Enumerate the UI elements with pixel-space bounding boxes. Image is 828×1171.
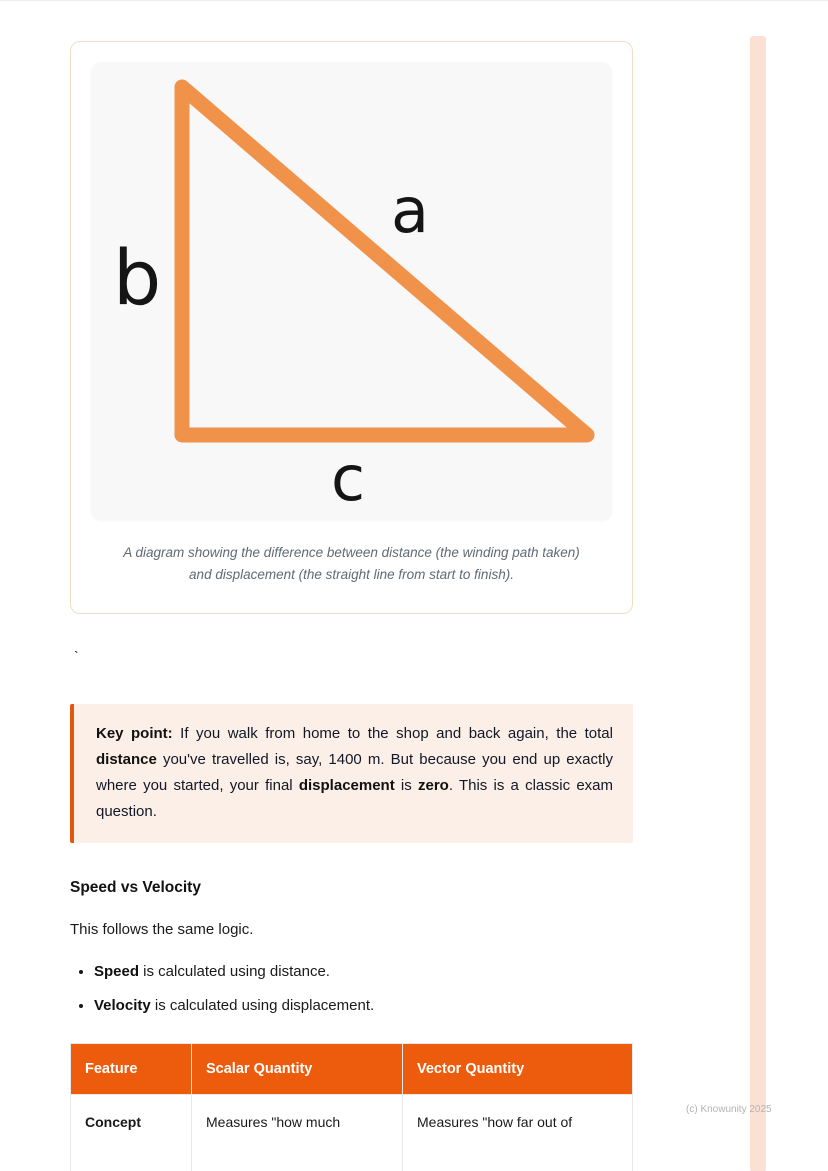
- key-point-label: Key point:: [96, 724, 173, 742]
- key-point-text: Key point: If you walk from home to the shop and back again, the total distance you've travelled is, say, 1400 m. But because you end up exactly where you started, your final displacement is zero. This is a classic exam question.: [96, 724, 613, 821]
- triangle-label-c: c: [331, 442, 366, 515]
- intro-paragraph: This follows the same logic.: [70, 920, 254, 938]
- triangle-diagram: [91, 62, 612, 520]
- table-row: [71, 1095, 633, 1171]
- side-strip: [750, 36, 766, 1171]
- copyright-watermark: (c) Knowunity 2025: [686, 1104, 772, 1115]
- list-item: • Velocity is calculated using displacement.: [94, 995, 633, 1018]
- table-header-feature: Feature: [71, 1044, 192, 1095]
- table-header-scalar: Scalar Quantity: [192, 1044, 403, 1095]
- triangle-label-a: a: [391, 174, 429, 247]
- triangle-label-b: b: [113, 233, 162, 322]
- table-cell-scalar: Measures "how much: [192, 1095, 403, 1171]
- table-cell-vector: Measures "how far out of: [403, 1095, 633, 1171]
- table-header-vector: Vector Quantity: [403, 1044, 633, 1095]
- figure-card: [70, 41, 633, 614]
- stray-backtick: `: [74, 647, 79, 664]
- bullet-list: [70, 961, 633, 1017]
- comparison-table: [70, 1043, 633, 1171]
- table-header-row: [71, 1044, 633, 1095]
- list-item: • Speed is calculated using distance.: [94, 961, 633, 984]
- triangle-shape: [182, 87, 587, 435]
- table-cell-feature: Concept: [71, 1095, 192, 1171]
- figure-caption: A diagram showing the difference between distance (the winding path taken) and displacement (the straight line from start to finish).: [123, 545, 580, 583]
- main-content-column: [70, 41, 633, 1171]
- key-point-callout: [70, 704, 633, 843]
- section-heading: Speed vs Velocity: [70, 878, 201, 896]
